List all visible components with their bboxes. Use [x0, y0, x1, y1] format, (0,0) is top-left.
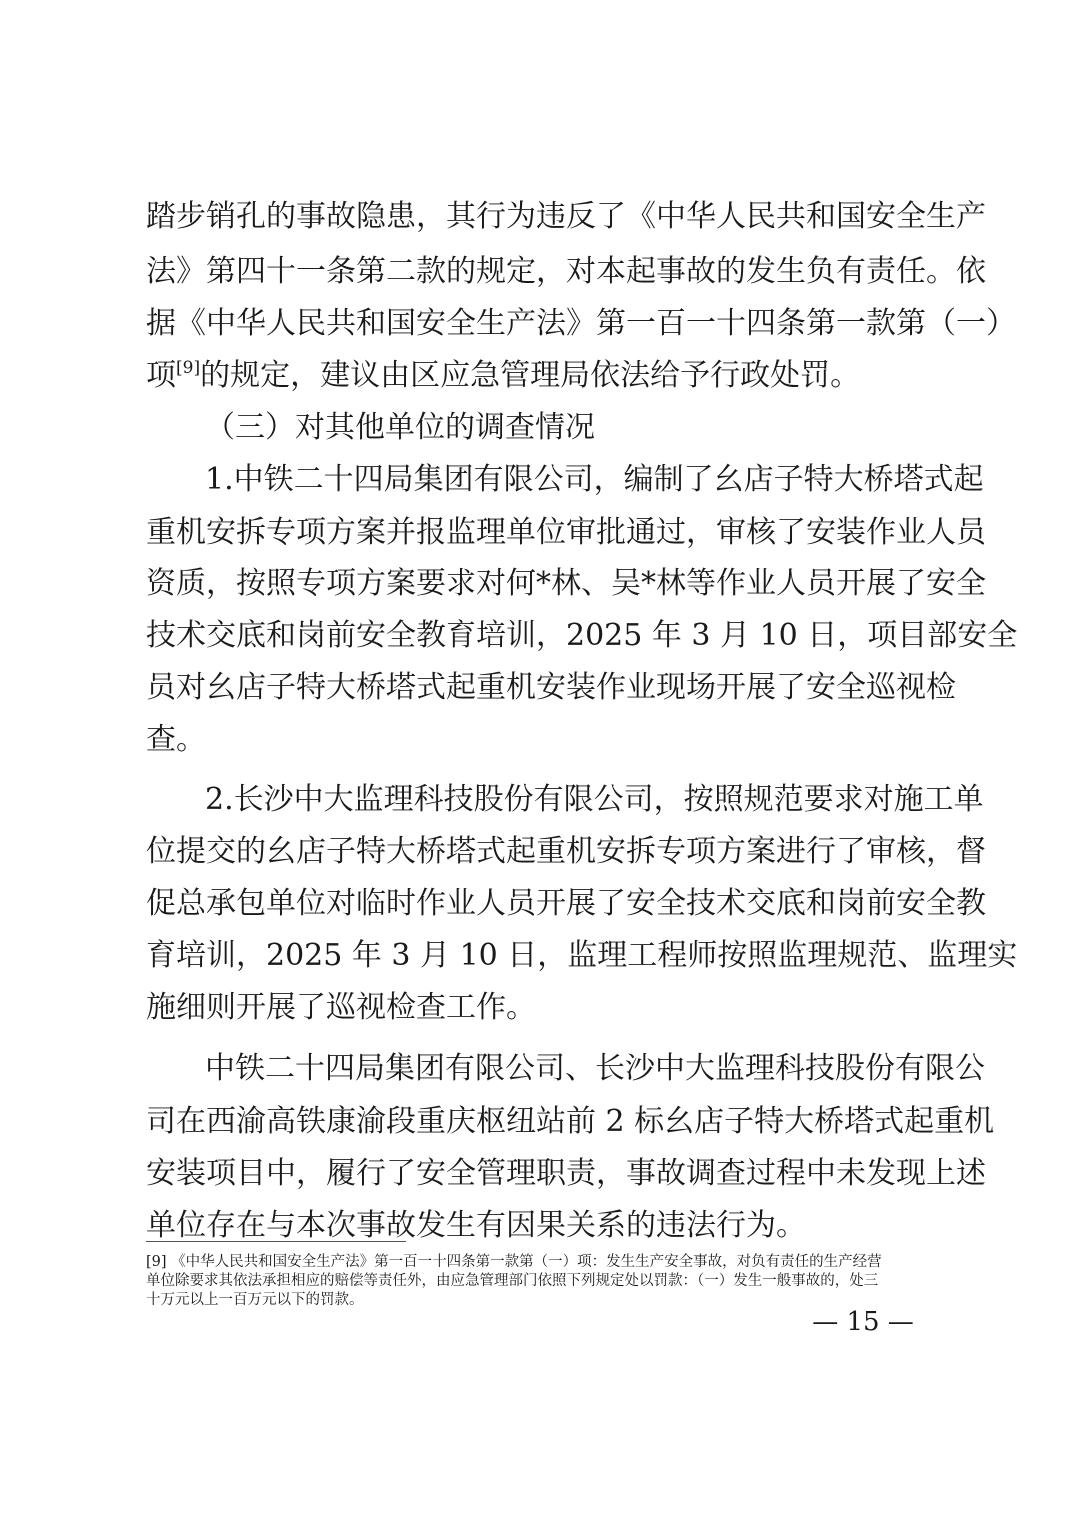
- paragraph-1-line-2: 法》第四十一条第二款的规定，对本起事故的发生负有责任。依: [146, 254, 986, 289]
- conclusion-line-2: 司在西渝高铁康渝段重庆枢纽站前 2 标幺店子特大桥塔式起重机: [146, 1104, 995, 1139]
- item-1-line-6: 查。: [146, 722, 206, 757]
- section-heading: （三）对其他单位的调查情况: [205, 410, 595, 445]
- conclusion-line-3: 安装项目中，履行了安全管理职责，事故调查过程中未发现上述: [146, 1156, 986, 1191]
- item-2-line-5: 施细则开展了巡视检查工作。: [146, 990, 536, 1025]
- item-2-line-1: 2.长沙中大监理科技股份有限公司，按照规范要求对施工单: [205, 782, 984, 817]
- paragraph-1-line-3: 据《中华人民共和国安全生产法》第一百一十四条第一款第（一）: [146, 306, 1016, 341]
- footnote-reference: [9]: [176, 358, 201, 378]
- item-1-line-2: 重机安拆专项方案并报监理单位审批通过，审核了安装作业人员: [146, 515, 986, 550]
- paragraph-1-line-1: 踏步销孔的事故隐患，其行为违反了《中华人民共和国安全生产: [146, 199, 986, 234]
- footnote-line-1: [9] 《中华人民共和国安全生产法》第一百一十四条第一款第（一）项：发生生产安全事故，对负有责任的生产经营: [146, 1254, 882, 1270]
- footnote-line-2: 单位除要求其依法承担相应的赔偿等责任外，由应急管理部门依照下列规定处以罚款：（一）发生一般事故的，处三: [146, 1273, 879, 1289]
- item-1-line-3: 资质，按照专项方案要求对何*林、吴*林等作业人员开展了安全: [146, 566, 986, 601]
- item-2-line-2: 位提交的幺店子特大桥塔式起重机安拆专项方案进行了审核，督: [146, 834, 986, 869]
- conclusion-line-1: 中铁二十四局集团有限公司、长沙中大监理科技股份有限公: [205, 1051, 985, 1086]
- item-2-line-4: 育培训，2025 年 3 月 10 日，监理工程师按照监理规范、监理实: [146, 938, 1018, 973]
- item-1-line-5: 员对幺店子特大桥塔式起重机安装作业现场开展了安全巡视检: [146, 670, 956, 705]
- paragraph-1-line-4-start: 项: [146, 358, 176, 393]
- item-1-line-1: 1.中铁二十四局集团有限公司，编制了幺店子特大桥塔式起: [205, 462, 984, 497]
- footnote-separator: [146, 1241, 406, 1242]
- page-number: — 15 —: [812, 1307, 914, 1337]
- paragraph-1-line-4: [146, 356, 946, 400]
- conclusion-line-4: 单位存在与本次事故发生有因果关系的违法行为。: [146, 1208, 806, 1243]
- footnote-line-3: 十万元以上一百万元以下的罚款。: [146, 1292, 364, 1308]
- item-1-line-4: 技术交底和岗前安全教育培训，2025 年 3 月 10 日，项目部安全: [146, 618, 1018, 653]
- paragraph-1-line-4-end: 的规定，建议由区应急管理局依法给予行政处罚。: [200, 358, 861, 393]
- item-2-line-3: 促总承包单位对临时作业人员开展了安全技术交底和岗前安全教: [146, 886, 986, 921]
